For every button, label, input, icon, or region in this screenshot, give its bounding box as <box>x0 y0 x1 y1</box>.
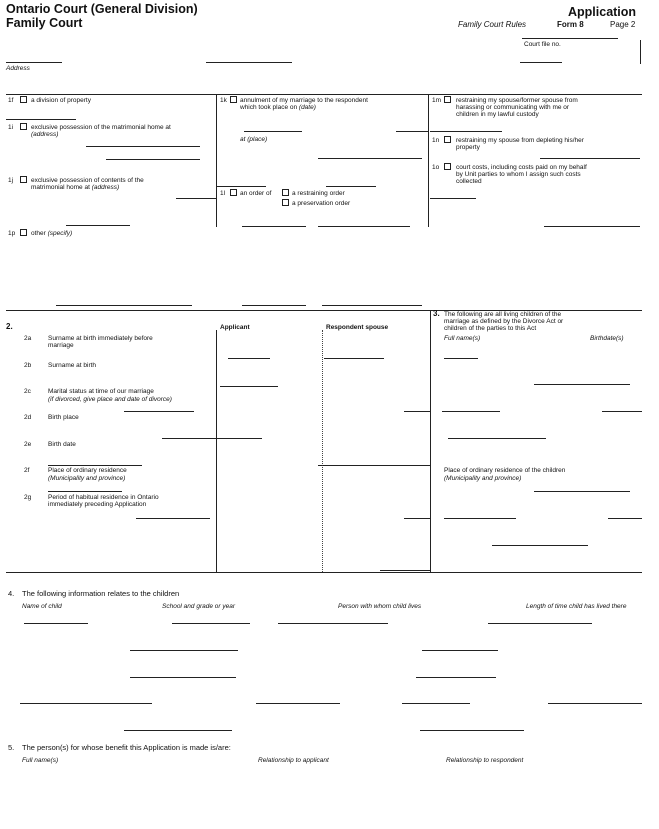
claim-checkbox-depleting-property[interactable] <box>444 136 451 143</box>
claim-label: by Unit parties to whom I assign such costs <box>456 171 581 178</box>
column-header-length-of-time: Length of time child has lived there <box>526 603 627 610</box>
section-number: 5. <box>8 743 15 752</box>
claim-label: harassing or communicating with me or <box>456 104 570 111</box>
row-number: 2b <box>24 362 32 369</box>
claim-label: an order of <box>240 190 272 197</box>
claim-checkbox-court-costs[interactable] <box>444 163 451 170</box>
row-label: Surname at birth immediately before <box>48 335 153 342</box>
claim-label: children in my lawful custody <box>456 111 539 118</box>
row-label: Surname at birth <box>48 362 97 369</box>
page-header <box>0 0 659 70</box>
claim-checkbox-home-possession[interactable] <box>20 123 27 130</box>
section-text: marriage as defined by the Divorce Act or <box>444 318 564 325</box>
order-option-label: a preservation order <box>292 200 351 207</box>
claim-number: 1o <box>432 164 440 171</box>
residence-hint: (Municipality and province) <box>444 475 522 482</box>
claim-label: property <box>456 144 480 151</box>
row-label: Marital status at time of our marriage <box>48 388 154 395</box>
form-number: Form 8 <box>557 20 584 29</box>
claim-number: 1f <box>8 97 14 104</box>
claim-checkbox-restraining-harassment[interactable] <box>444 96 451 103</box>
claim-label: exclusive possession of contents of the <box>31 177 144 184</box>
claim-number: 1l <box>220 190 226 197</box>
column-header-relationship-respondent: Relationship to respondent <box>446 757 524 764</box>
claim-number: 1j <box>8 177 14 184</box>
row-hint: (Municipality and province) <box>48 475 126 482</box>
row-label: Birth date <box>48 441 76 448</box>
section-number: 4. <box>8 589 15 598</box>
section-text: The following are all living children of the <box>444 311 562 318</box>
section-text: children of the parties to this Act <box>444 325 537 332</box>
row-label: Place of ordinary residence <box>48 467 127 474</box>
row-label: Period of habitual residence in Ontario <box>48 494 159 501</box>
claim-hint: at (place) <box>240 136 268 143</box>
row-number: 2c <box>24 388 31 395</box>
row-number: 2g <box>24 494 32 501</box>
column-header-relationship-applicant: Relationship to applicant <box>258 757 329 764</box>
row-number: 2a <box>24 335 32 342</box>
column-header-applicant: Applicant <box>220 324 250 331</box>
column-header-school: School and grade or year <box>162 603 235 610</box>
page-number: Page 2 <box>610 20 636 29</box>
claim-checkbox-property-division[interactable] <box>20 96 27 103</box>
claim-label: restraining my spouse from depleting his/her <box>456 137 584 144</box>
claim-checkbox-order[interactable] <box>230 189 237 196</box>
row-label: marriage <box>48 342 74 349</box>
claim-number: 1n <box>432 137 440 144</box>
claim-label: which took place on (date) <box>240 104 316 111</box>
residence-label: Place of ordinary residence of the children <box>444 467 566 474</box>
row-label: Birth place <box>48 414 79 421</box>
claim-number: 1k <box>220 97 227 104</box>
claim-number: 1i <box>8 124 14 131</box>
section-text: The person(s) for whose benefit this Application is made is/are: <box>22 743 231 752</box>
column-header-respondent: Respondent spouse <box>326 324 389 331</box>
claim-label: restraining my spouse/former spouse from <box>456 97 578 104</box>
claim-label: other (specify) <box>31 230 73 237</box>
claim-label: annulment of my marriage to the respondent <box>240 97 368 104</box>
claim-hint: (address) <box>31 131 59 138</box>
claim-checkbox-contents-possession[interactable] <box>20 176 27 183</box>
column-header-full-names: Full name(s) <box>444 335 481 342</box>
column-header-lives-with: Person with whom child lives <box>338 603 422 610</box>
claim-label: matrimonial home at (address) <box>31 184 120 191</box>
row-hint: (if divorced, give place and date of divorce) <box>48 396 172 403</box>
court-division: Family Court <box>6 16 83 30</box>
column-header-full-names: Full name(s) <box>22 757 59 764</box>
court-file-label: Court file no. <box>524 41 561 48</box>
claim-number: 1m <box>432 97 442 104</box>
document-title: Application <box>568 5 637 19</box>
section-text: The following information relates to the children <box>22 589 180 598</box>
claim-label: collected <box>456 178 482 185</box>
claim-checkbox-annulment[interactable] <box>230 96 237 103</box>
claim-label: court costs, including costs paid on my behalf <box>456 164 587 171</box>
column-header-child-name: Name of child <box>22 603 62 610</box>
order-option-restraining-checkbox[interactable] <box>282 189 289 196</box>
address-label: Address <box>6 65 30 72</box>
row-number: 2f <box>24 467 30 474</box>
claim-label: exclusive possession of the matrimonial home at <box>31 124 171 131</box>
row-number: 2d <box>24 414 32 421</box>
row-label: immediately preceding Application <box>48 501 147 508</box>
section-number: 3. <box>433 309 440 318</box>
row-number: 2e <box>24 441 32 448</box>
claim-number: 1p <box>8 230 16 237</box>
claim-label: a division of property <box>31 97 91 104</box>
court-name: Ontario Court (General Division) <box>6 2 198 16</box>
section-number: 2. <box>6 322 13 331</box>
claim-checkbox-other[interactable] <box>20 229 27 236</box>
order-option-preservation-checkbox[interactable] <box>282 199 289 206</box>
column-header-birthdates: Birthdate(s) <box>590 335 624 342</box>
rules-label: Family Court Rules <box>458 20 527 29</box>
order-option-label: a restraining order <box>292 190 345 197</box>
